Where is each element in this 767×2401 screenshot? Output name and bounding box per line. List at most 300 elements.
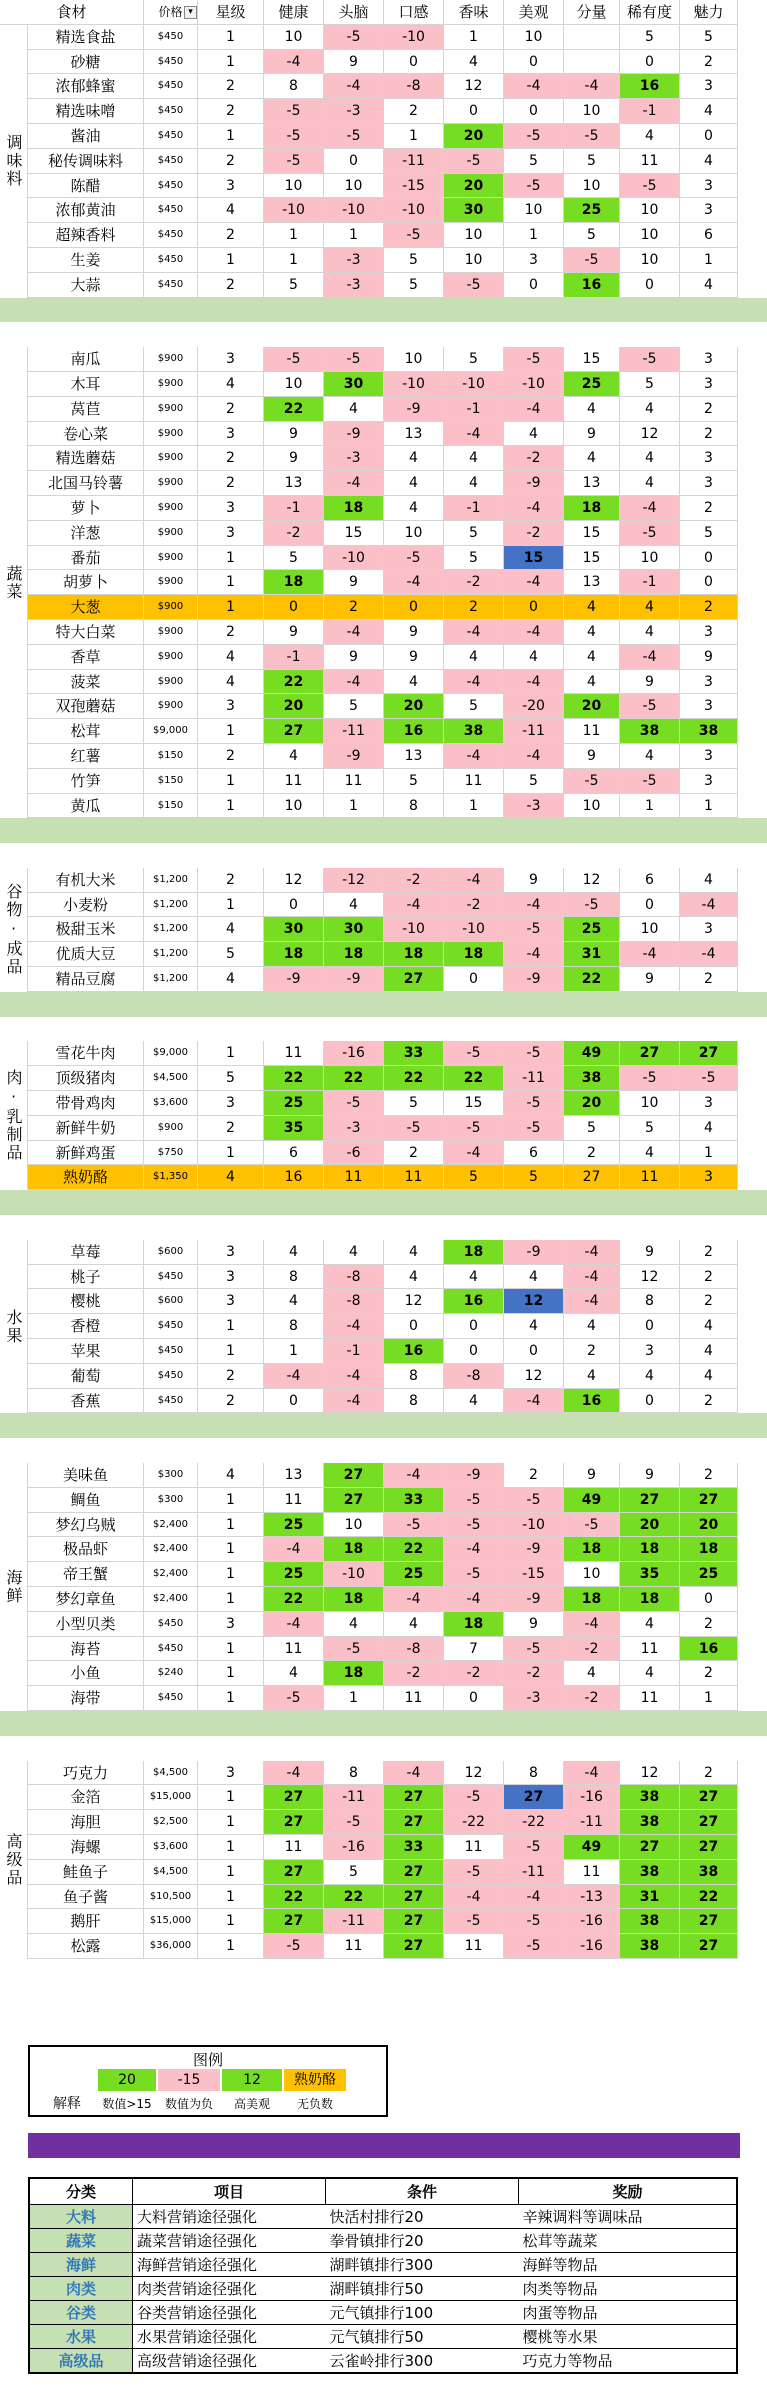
cell-health: 0: [264, 893, 324, 918]
table-row: [0, 50, 767, 75]
cell-name: 桃子: [28, 1265, 144, 1290]
section-1: [0, 347, 767, 818]
table-row: [0, 1141, 767, 1166]
cell-name: 南瓜: [28, 347, 144, 372]
cell-name: 海带: [28, 1686, 144, 1711]
cell-portion: 25: [564, 372, 620, 397]
cell-texture: 5: [384, 273, 444, 298]
section-3: [0, 1041, 767, 1190]
cell-texture: 8: [384, 1389, 444, 1414]
cell-portion: 10: [564, 99, 620, 124]
cell-rarity: -5: [620, 1066, 680, 1091]
cell-name: 生姜: [28, 248, 144, 273]
cell-aroma: 0: [444, 1686, 504, 1711]
cell-aroma: 18: [444, 1240, 504, 1265]
cell-name: 香草: [28, 645, 144, 670]
cell-beauty: -3: [504, 1686, 564, 1711]
reward-category: 蔬菜: [29, 2229, 133, 2253]
reward-prize: 巧克力等物品: [519, 2349, 738, 2374]
table-row: [0, 868, 767, 893]
cell-health: -5: [264, 1686, 324, 1711]
cell-charm: 4: [680, 149, 738, 174]
cell-texture: 5: [384, 769, 444, 794]
cell-brain: 30: [324, 372, 384, 397]
cell-price: $750: [144, 1141, 198, 1166]
cell-stars: 1: [198, 1835, 264, 1860]
cell-charm: 1: [680, 794, 738, 819]
cell-name: 陈醋: [28, 174, 144, 199]
cell-rarity: 5: [620, 1116, 680, 1141]
cell-charm: 3: [680, 917, 738, 942]
cell-beauty: 4: [504, 422, 564, 447]
cell-rarity: 12: [620, 1761, 680, 1786]
cell-beauty: 0: [504, 99, 564, 124]
cell-rarity: 31: [620, 1885, 680, 1910]
cell-rarity: 38: [620, 1909, 680, 1934]
table-row: [0, 1463, 767, 1488]
cell-texture: -8: [384, 74, 444, 99]
table-row: [0, 496, 767, 521]
cell-aroma: -4: [444, 1537, 504, 1562]
cell-beauty: -5: [504, 1934, 564, 1959]
reward-condition: 拳骨镇排行20: [326, 2229, 519, 2253]
cell-rarity: 4: [620, 1364, 680, 1389]
cell-name: 浓郁黄油: [28, 198, 144, 223]
cell-name: 新鲜鸡蛋: [28, 1141, 144, 1166]
table-row: [0, 917, 767, 942]
cell-beauty: 12: [504, 1289, 564, 1314]
cell-texture: 0: [384, 1314, 444, 1339]
cell-texture: 8: [384, 794, 444, 819]
cell-rarity: 18: [620, 1537, 680, 1562]
cell-aroma: 11: [444, 1835, 504, 1860]
header-row: [0, 0, 767, 25]
cell-texture: -15: [384, 174, 444, 199]
table-row: [0, 1513, 767, 1538]
cell-texture: 2: [384, 99, 444, 124]
cell-rarity: 4: [620, 744, 680, 769]
cell-charm: 38: [680, 1860, 738, 1885]
cell-rarity: 9: [620, 1463, 680, 1488]
cell-stars: 2: [198, 1389, 264, 1414]
cell-rarity: 6: [620, 868, 680, 893]
cell-aroma: 0: [444, 967, 504, 992]
header-stars: 星级: [198, 0, 264, 25]
reward-prize: 樱桃等水果: [519, 2325, 738, 2349]
cell-portion: 22: [564, 967, 620, 992]
cell-portion: 5: [564, 149, 620, 174]
cell-portion: 15: [564, 347, 620, 372]
cell-rarity: 5: [620, 25, 680, 50]
cell-name: 鹅肝: [28, 1909, 144, 1934]
cell-beauty: -5: [504, 917, 564, 942]
cell-stars: 3: [198, 174, 264, 199]
cell-beauty: -11: [504, 1860, 564, 1885]
cell-aroma: -10: [444, 917, 504, 942]
cell-portion: 4: [564, 620, 620, 645]
cell-price: $450: [144, 124, 198, 149]
cell-charm: 3: [680, 471, 738, 496]
cell-health: 1: [264, 223, 324, 248]
cell-texture: 20: [384, 694, 444, 719]
cell-charm: 3: [680, 446, 738, 471]
cell-price: $450: [144, 1314, 198, 1339]
cell-stars: 2: [198, 744, 264, 769]
cell-rarity: 0: [620, 1314, 680, 1339]
cell-beauty: -2: [504, 521, 564, 546]
rewards-row: [29, 2349, 737, 2374]
cell-texture: 27: [384, 1785, 444, 1810]
cell-beauty: -22: [504, 1810, 564, 1835]
cell-health: -5: [264, 1934, 324, 1959]
cell-texture: 5: [384, 1091, 444, 1116]
cell-beauty: -20: [504, 694, 564, 719]
table-row: [0, 1612, 767, 1637]
cell-charm: 3: [680, 198, 738, 223]
cell-health: 16: [264, 1165, 324, 1190]
cell-beauty: 5: [504, 1165, 564, 1190]
cell-texture: 4: [384, 1265, 444, 1290]
cell-brain: 1: [324, 1686, 384, 1711]
cell-stars: 1: [198, 1314, 264, 1339]
cell-price: $450: [144, 99, 198, 124]
cell-health: 9: [264, 446, 324, 471]
cell-brain: -9: [324, 422, 384, 447]
cell-beauty: 9: [504, 1612, 564, 1637]
cell-name: 海螺: [28, 1835, 144, 1860]
table-row: [0, 124, 767, 149]
header-charm: 魅力: [680, 0, 738, 25]
cell-brain: -1: [324, 1339, 384, 1364]
header-name: 食材: [0, 0, 144, 25]
cell-price: $2,400: [144, 1513, 198, 1538]
cell-beauty: -4: [504, 670, 564, 695]
cell-texture: 4: [384, 670, 444, 695]
section-label: 蔬菜: [0, 347, 28, 818]
cell-charm: 3: [680, 620, 738, 645]
cell-stars: 5: [198, 1066, 264, 1091]
cell-texture: -4: [384, 570, 444, 595]
cell-beauty: -2: [504, 446, 564, 471]
table-row: [0, 1587, 767, 1612]
cell-price: $900: [144, 446, 198, 471]
cell-brain: -4: [324, 74, 384, 99]
table-row: [0, 1761, 767, 1786]
cell-brain: 4: [324, 893, 384, 918]
cell-stars: 5: [198, 942, 264, 967]
table-row: [0, 397, 767, 422]
cell-health: 4: [264, 744, 324, 769]
cell-beauty: -11: [504, 719, 564, 744]
cell-portion: -4: [564, 1289, 620, 1314]
cell-aroma: 5: [444, 1165, 504, 1190]
section-label: 水果: [0, 1240, 28, 1414]
cell-stars: 3: [198, 694, 264, 719]
cell-charm: 5: [680, 25, 738, 50]
cell-brain: 11: [324, 1934, 384, 1959]
table-row: [0, 1091, 767, 1116]
cell-name: 莴苣: [28, 397, 144, 422]
cell-portion: 4: [564, 670, 620, 695]
cell-beauty: 15: [504, 546, 564, 571]
cell-aroma: 4: [444, 645, 504, 670]
cell-health: 8: [264, 1314, 324, 1339]
cell-texture: 5: [384, 248, 444, 273]
cell-aroma: 1: [444, 25, 504, 50]
cell-price: $240: [144, 1661, 198, 1686]
reward-condition: 湖畔镇排行300: [326, 2253, 519, 2277]
cell-stars: 1: [198, 124, 264, 149]
cell-rarity: 20: [620, 1513, 680, 1538]
reward-item: 谷类营销途径强化: [133, 2301, 326, 2325]
cell-charm: 3: [680, 769, 738, 794]
cell-beauty: -10: [504, 1513, 564, 1538]
cell-stars: 3: [198, 1612, 264, 1637]
cell-aroma: 5: [444, 521, 504, 546]
table-row: [0, 521, 767, 546]
rewards-row: [29, 2325, 737, 2349]
cell-beauty: 4: [504, 645, 564, 670]
cell-beauty: -5: [504, 1041, 564, 1066]
cell-rarity: 10: [620, 917, 680, 942]
cell-health: 1: [264, 1339, 324, 1364]
cell-name: 萝卜: [28, 496, 144, 521]
rewards-header-item: 项目: [133, 2178, 326, 2205]
cell-aroma: -5: [444, 1909, 504, 1934]
legend-title: 图例: [192, 2051, 223, 2069]
cell-name: 极品虾: [28, 1537, 144, 1562]
cell-portion: -4: [564, 1761, 620, 1786]
cell-rarity: 10: [620, 546, 680, 571]
cell-texture: -11: [384, 149, 444, 174]
cell-price: $900: [144, 670, 198, 695]
cell-brain: 1: [324, 794, 384, 819]
cell-beauty: 1: [504, 223, 564, 248]
table-row: [0, 769, 767, 794]
cell-stars: 1: [198, 1587, 264, 1612]
cell-aroma: -4: [444, 1587, 504, 1612]
cell-name: 香蕉: [28, 1389, 144, 1414]
cell-name: 小型贝类: [28, 1612, 144, 1637]
header-texture: 口感: [384, 0, 444, 25]
cell-price: $600: [144, 1289, 198, 1314]
cell-stars: 2: [198, 99, 264, 124]
cell-charm: 2: [680, 1612, 738, 1637]
legend: [28, 2045, 388, 2117]
cell-beauty: 27: [504, 1785, 564, 1810]
cell-price: $1,200: [144, 868, 198, 893]
cell-rarity: 38: [620, 1810, 680, 1835]
cell-brain: -10: [324, 1562, 384, 1587]
cell-texture: 4: [384, 1240, 444, 1265]
cell-portion: 4: [564, 1364, 620, 1389]
cell-name: 秘传调味料: [28, 149, 144, 174]
cell-beauty: 5: [504, 149, 564, 174]
table-row: [0, 1240, 767, 1265]
cell-beauty: 10: [504, 25, 564, 50]
cell-texture: -8: [384, 1637, 444, 1662]
cell-beauty: -4: [504, 74, 564, 99]
cell-portion: 15: [564, 521, 620, 546]
cell-health: -1: [264, 496, 324, 521]
table-row: [0, 794, 767, 819]
cell-health: 18: [264, 942, 324, 967]
cell-brain: -16: [324, 1041, 384, 1066]
cell-name: 梦幻乌贼: [28, 1513, 144, 1538]
legend-explain-beauty: 高美观: [233, 2097, 270, 2111]
section-2: [0, 868, 767, 992]
cell-portion: -13: [564, 1885, 620, 1910]
cell-rarity: 1: [620, 794, 680, 819]
cell-portion: -2: [564, 1637, 620, 1662]
cell-price: $450: [144, 149, 198, 174]
cell-health: 22: [264, 397, 324, 422]
cell-beauty: 3: [504, 248, 564, 273]
cell-name: 鲷鱼: [28, 1488, 144, 1513]
cell-brain: 8: [324, 1761, 384, 1786]
cell-brain: 10: [324, 174, 384, 199]
cell-portion: -4: [564, 1240, 620, 1265]
cell-brain: -11: [324, 719, 384, 744]
header-aroma: 香味: [444, 0, 504, 25]
table-row: [0, 1934, 767, 1959]
header-portion: 分量: [564, 0, 620, 25]
cell-brain: 18: [324, 1661, 384, 1686]
section-separator: [0, 1190, 767, 1215]
cell-name: 海苔: [28, 1637, 144, 1662]
cell-portion: 9: [564, 422, 620, 447]
cell-aroma: 16: [444, 1289, 504, 1314]
cell-beauty: -5: [504, 1909, 564, 1934]
table-row: [0, 694, 767, 719]
cell-texture: 33: [384, 1488, 444, 1513]
cell-charm: 25: [680, 1562, 738, 1587]
cell-brain: -11: [324, 1909, 384, 1934]
cell-health: 4: [264, 1289, 324, 1314]
reward-prize: 松茸等蔬菜: [519, 2229, 738, 2253]
cell-price: $900: [144, 347, 198, 372]
cell-rarity: -5: [620, 521, 680, 546]
reward-item: 海鲜营销途径强化: [133, 2253, 326, 2277]
table-row: [0, 1389, 767, 1414]
cell-brain: 4: [324, 1240, 384, 1265]
cell-rarity: -5: [620, 347, 680, 372]
cell-portion: 15: [564, 546, 620, 571]
cell-charm: 1: [680, 1686, 738, 1711]
cell-aroma: -5: [444, 1785, 504, 1810]
reward-condition: 快活村排行20: [326, 2205, 519, 2229]
cell-beauty: 0: [504, 50, 564, 75]
cell-beauty: 10: [504, 198, 564, 223]
cell-portion: 27: [564, 1165, 620, 1190]
cell-name: 酱油: [28, 124, 144, 149]
cell-name: 番茄: [28, 546, 144, 571]
cell-stars: 2: [198, 74, 264, 99]
cell-texture: 18: [384, 942, 444, 967]
cell-texture: 2: [384, 1141, 444, 1166]
cell-health: 27: [264, 1860, 324, 1885]
cell-health: 11: [264, 769, 324, 794]
cell-rarity: -4: [620, 942, 680, 967]
cell-brain: -3: [324, 273, 384, 298]
cell-charm: 27: [680, 1488, 738, 1513]
cell-brain: 5: [324, 1860, 384, 1885]
cell-brain: -5: [324, 124, 384, 149]
rewards-table: [28, 2177, 738, 2374]
cell-charm: 18: [680, 1537, 738, 1562]
cell-name: 小鱼: [28, 1661, 144, 1686]
cell-rarity: 11: [620, 1637, 680, 1662]
cell-aroma: 0: [444, 1339, 504, 1364]
section-gap: [0, 1736, 767, 1761]
cell-stars: 1: [198, 1661, 264, 1686]
cell-charm: 0: [680, 1587, 738, 1612]
cell-rarity: 9: [620, 967, 680, 992]
reward-prize: 辛辣调料等调味品: [519, 2205, 738, 2229]
cell-aroma: -1: [444, 397, 504, 422]
cell-texture: 10: [384, 521, 444, 546]
cell-portion: 49: [564, 1488, 620, 1513]
cell-charm: 0: [680, 546, 738, 571]
reward-prize: 海鲜等物品: [519, 2253, 738, 2277]
cell-charm: 1: [680, 248, 738, 273]
cell-price: $900: [144, 645, 198, 670]
table-row: [0, 1810, 767, 1835]
cell-aroma: -10: [444, 372, 504, 397]
section-label: 肉·乳制品: [0, 1041, 28, 1190]
cell-texture: -4: [384, 1587, 444, 1612]
table-row: [0, 1364, 767, 1389]
cell-rarity: 10: [620, 248, 680, 273]
cell-charm: 4: [680, 99, 738, 124]
cell-charm: 3: [680, 1165, 738, 1190]
cell-charm: 6: [680, 223, 738, 248]
cell-price: $450: [144, 273, 198, 298]
section-gap: [0, 843, 767, 868]
cell-rarity: 38: [620, 1934, 680, 1959]
cell-rarity: 38: [620, 719, 680, 744]
cell-aroma: 4: [444, 1265, 504, 1290]
cell-price: $900: [144, 1116, 198, 1141]
cell-health: 22: [264, 1587, 324, 1612]
cell-name: 顶级猪肉: [28, 1066, 144, 1091]
cell-aroma: 4: [444, 50, 504, 75]
cell-stars: 4: [198, 372, 264, 397]
cell-beauty: -5: [504, 174, 564, 199]
cell-health: 27: [264, 719, 324, 744]
cell-texture: 9: [384, 620, 444, 645]
reward-category: 高级品: [29, 2349, 133, 2374]
cell-texture: -5: [384, 1116, 444, 1141]
cell-health: 11: [264, 1835, 324, 1860]
cell-portion: 13: [564, 471, 620, 496]
cell-texture: 16: [384, 1339, 444, 1364]
cell-rarity: 11: [620, 1165, 680, 1190]
filter-dropdown-icon[interactable]: ▾: [184, 6, 197, 19]
section-separator: [0, 1711, 767, 1736]
cell-name: 松露: [28, 1934, 144, 1959]
cell-beauty: -4: [504, 397, 564, 422]
cell-texture: 13: [384, 744, 444, 769]
cell-brain: -10: [324, 198, 384, 223]
cell-rarity: -4: [620, 496, 680, 521]
cell-aroma: 7: [444, 1637, 504, 1662]
cell-name: 有机大米: [28, 868, 144, 893]
cell-portion: -4: [564, 74, 620, 99]
reward-condition: 元气镇排行50: [326, 2325, 519, 2349]
cell-name: 大蒜: [28, 273, 144, 298]
cell-name: 雪花牛肉: [28, 1041, 144, 1066]
